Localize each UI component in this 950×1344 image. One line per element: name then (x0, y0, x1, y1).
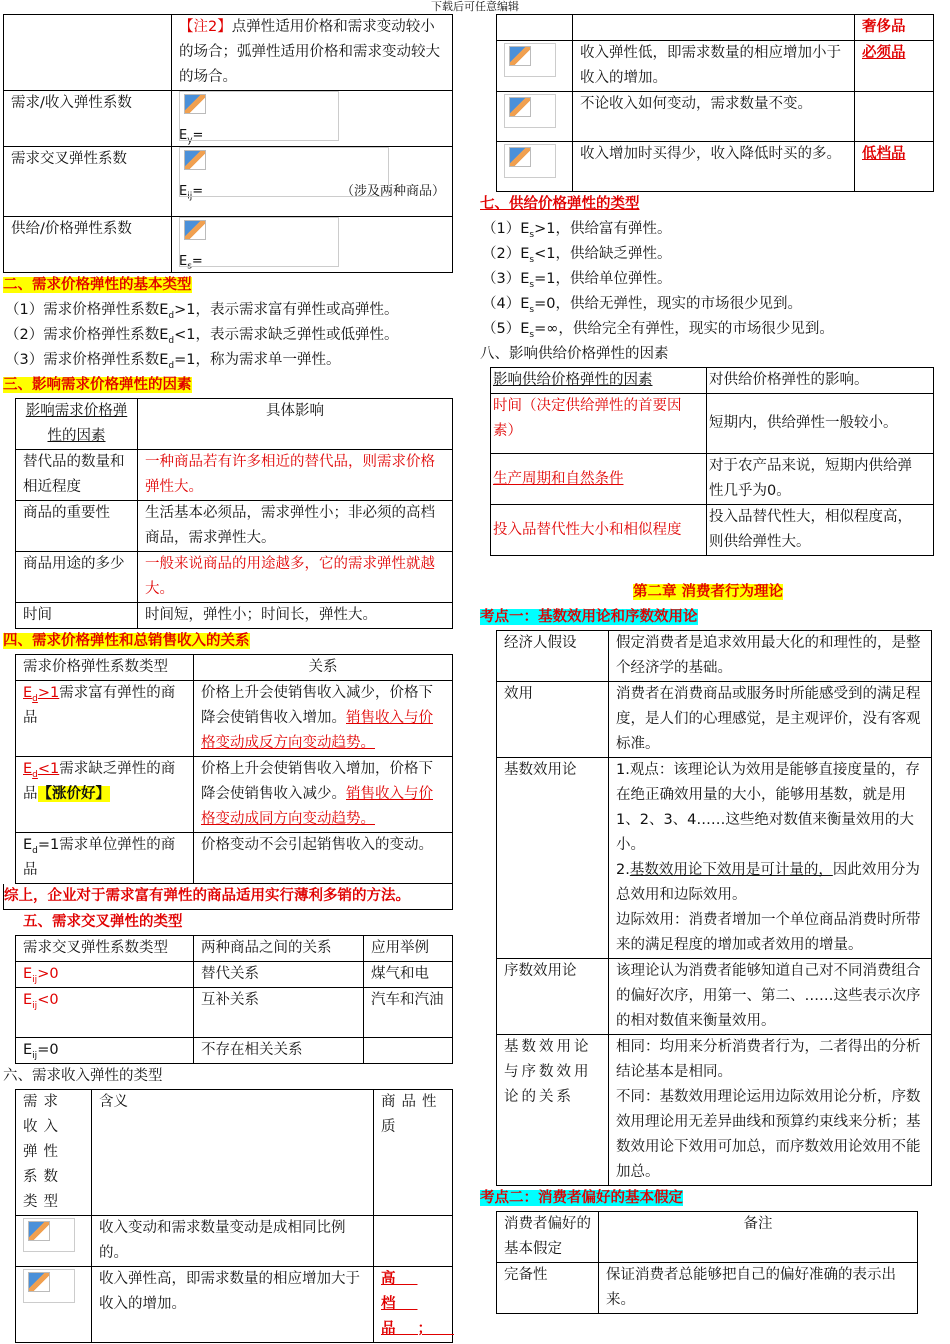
factor-effect: 生活基本必须品，需求弹性小；非必须的高档商品，需求弹性大。 (138, 501, 453, 552)
supply-elasticity-label: 供给/价格弹性系数 (4, 217, 172, 273)
factor-effect: 时间短，弹性小；时间长，弹性大。 (138, 603, 453, 629)
chapter-title: 第二章 消费者行为理论 (632, 584, 784, 600)
right-column (480, 14, 936, 1314)
formula-image (23, 1218, 75, 1252)
broken-image-icon (28, 1221, 50, 1241)
s7-line: $(3)E_s=1$，供给单位弹性。 (482, 271, 672, 290)
section-5-title: 五、需求交叉弹性的类型 (23, 914, 183, 930)
revenue-relation-table: 需求价格弹性系数类型 关系 $E_d>1$需求富有弹性的商品 价格上升会使销售收入减少，价格下降会使销售收入增加。销售收入与价格变动成反方向变动趋势。 $E_d<1$需求缺乏弹性的商品【涨价好】 价格上升会使销售收入增加，价格下降会使销售收入减少。销售收入与价格变动成同方向变动趋势。 $E_d=1$需求单位弹性的商品 价格变动不会引起销售收入的变动。 (15, 654, 453, 884)
formula-image (504, 144, 556, 178)
formula-image (504, 43, 556, 77)
income-elasticity-label: 需求/收入弹性系数 (4, 91, 172, 147)
section-8-title: 八、影响供给价格弹性的因素 (480, 346, 669, 362)
demand-factors-table: 影响需求价格弹性的因素 具体影响 替代品的数量和相近程度 一种商品若有许多相近的替代品，则需求价格弹性大。 商品的重要性 生活基本必须品，需求弹性小；非必须的高档商品，需求弹性大。 商品用途的多少 一般来说商品的用途越多，它的需求弹性就越大。 时间 时间短，弹性小；时间长，弹性大。 (15, 398, 453, 629)
cross-elasticity-label: 需求交叉弹性系数 (4, 147, 172, 217)
utility-theory-table: 经济人假设 假定消费者是追求效用最大化的和理性的，是整个经济学的基础。 效用 消费者在消费商品或服务时所能感受到的满足程度，是人们的心理感觉，是主观评价，没有客观标准。 基数效用论 1.观点：该理论认为效用是能够直接度量的，存在绝正确效用量的大小，能够用基数，就是用1、2、3、4……这些绝对数值来衡量效用的大小。 2.基数效用论下效用是可计量的，因此效用分为总效用和边际效用。 边际效用：消费者增加一个单位商品消费时所带来的满足程度的增加或者效用的增量。 序数效用论 该理论认为消费者能够知道自己对不同消费组合的偏好次序，用第一、第二、……这些表示次序的相对数值来衡量效用。 基数效用论与序数效用论的关系 相同：均用来分析消费者行为，二者得出的分析结论基本是相同。 不同：基数效用理论运用边际效用论分析，序数效用理论用无差异曲线和预算约束线来分析；基数效用论下效用可加总，而序数效用论效用不能加总。 (496, 630, 932, 1186)
note2-tag: 【注2】 (179, 19, 232, 35)
factor-name: 时间 (16, 603, 138, 629)
broken-image-icon (509, 46, 531, 66)
broken-image-icon (28, 1272, 50, 1292)
formula-image (23, 1269, 75, 1303)
left-column (3, 14, 453, 1343)
s2-line-1: （1）需求价格弹性系数$E_d>1$，表示需求富有弹性或高弹性。 (5, 302, 399, 321)
k2-title: 考点二：消费者偏好的基本假定 (480, 1190, 683, 1206)
elasticity-formula-table: 【注2】点弹性适用价格和需求变动较小的场合；弧弹性适用价格和需求变动较大的场合。 需求/收入弹性系数 $E_y=$ 需求交叉弹性系数 $E_{ij}=$ （涉及两种商品） 供给/价格弹性系数 $E_s=$ (3, 14, 453, 273)
s7-line: $(4)E_s=0$，供给无弹性，现实的市场很少见到。 (482, 296, 802, 315)
factor-effect: 一种商品若有许多相近的替代品，则需求价格弹性大。 (138, 450, 453, 501)
formula-image (179, 91, 339, 141)
formula-image (504, 94, 556, 128)
note2-text: 点弹性适用价格和需求变动较小的场合；弧弹性适用价格和需求变动较大的场合。 (179, 19, 440, 85)
formula-image (179, 147, 389, 197)
section-2-title: 二、需求价格弹性的基本类型 (3, 277, 192, 293)
section-4-title: 四、需求价格弹性和总销售收入的关系 (3, 633, 250, 649)
s7-line: $(1)E_s>1$，供给富有弹性。 (482, 221, 672, 240)
k1-title: 考点一：基数效用论和序数效用论 (480, 609, 698, 625)
broken-image-icon (184, 150, 206, 170)
income-elasticity-table: 需求收入弹性系数类型 含义 商品性质 收入变动和需求数量变动是成相同比例的。 收入弹性高，即需求数量的相应增加大于收入的增加。 高档品； (15, 1089, 453, 1343)
section-6-title: 六、需求收入弹性的类型 (3, 1068, 163, 1084)
section-7-title: 七、供给价格弹性的类型 (480, 196, 640, 212)
factor-name: 商品用途的多少 (16, 552, 138, 603)
broken-image-icon (184, 94, 206, 114)
broken-image-icon (509, 147, 531, 167)
factor-name: 商品的重要性 (16, 501, 138, 552)
broken-image-icon (184, 220, 206, 240)
income-elasticity-table-cont: 奢侈品 收入弹性低，即需求数量的相应增加小于收入的增加。 必须品 不论收入如何变动，需求数量不变。 收入增加时买得少，收入降低时买的多。 低档品 (496, 14, 934, 192)
factor-effect: 一般来说商品的用途越多，它的需求弹性就越大。 (138, 552, 453, 603)
s7-line: $(2)E_s<1$，供给缺乏弹性。 (482, 246, 672, 265)
s2-line-3: （3）需求价格弹性系数$E_d=1$，称为需求单一弹性。 (5, 352, 341, 371)
section-3-title: 三、影响需求价格弹性的因素 (3, 377, 192, 393)
supply-factors-table: 影响供给价格弹性的因素 对供给价格弹性的影响。 时间（决定供给弹性的首要因素） 短期内，供给弹性一般较小。 生产周期和自然条件 对于农产品来说，短期内供给弹性几乎为0。 投入品替代性大小和相似程度 投入品替代性大，相似程度高，则供给弹性大。 (490, 367, 934, 556)
s2-line-2: （2）需求价格弹性系数$E_d<1$，表示需求缺乏弹性或低弹性。 (5, 327, 399, 346)
cross-elasticity-table: 需求交叉弹性系数类型 两种商品之间的关系 应用举例 $E_{ij}>0$ 替代关系 煤气和电 $E_{ij}<0$ 互补关系 汽车和汽油 $E_{ij}=0$ 不存在相关关系 (15, 935, 453, 1064)
price-up-tag: 【涨价好】 (37, 786, 110, 802)
broken-image-icon (509, 97, 531, 117)
header-note: 下载后可任意编辑 (431, 0, 519, 13)
formula-image (179, 217, 339, 267)
preference-table: 消费者偏好的基本假定 备注 完备性 保证消费者总能够把自己的偏好准确的表示出来。 (496, 1211, 918, 1314)
revenue-summary: 综上，企业对于需求富有弹性的商品适用实行薄利多销的方法。 (3, 884, 453, 910)
factor-name: 替代品的数量和相近程度 (16, 450, 138, 501)
s7-line: $(5)E_s=\infty$，供给完全有弹性，现实的市场很少见到。 (482, 321, 834, 340)
